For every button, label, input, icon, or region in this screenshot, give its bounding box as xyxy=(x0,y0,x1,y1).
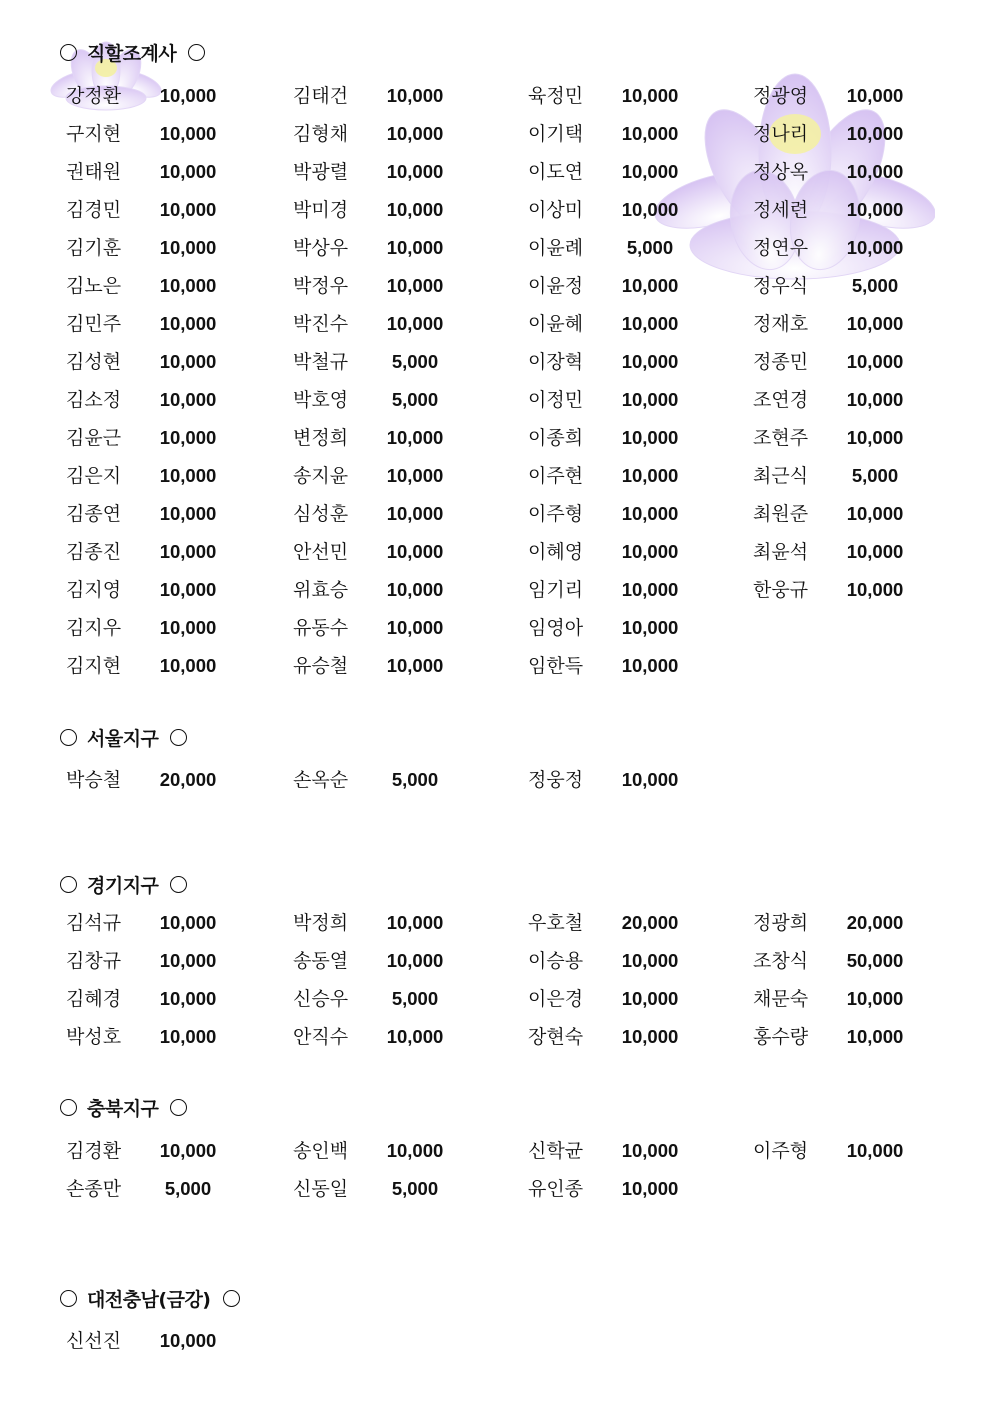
donation-amount: 20,000 xyxy=(621,912,679,933)
donation-amount: 5,000 xyxy=(626,237,674,258)
donation-amount: 10,000 xyxy=(386,465,444,486)
donor-name: 임영아 xyxy=(528,617,584,639)
donor-name: 정종민 xyxy=(753,351,809,373)
donor-name: 임한득 xyxy=(528,655,584,677)
donation-amount: 10,000 xyxy=(159,655,217,676)
donor-name: 조현주 xyxy=(753,427,809,449)
donor-name: 김경민 xyxy=(66,199,122,221)
donation-amount: 5,000 xyxy=(391,389,439,410)
donor-name: 최근식 xyxy=(753,465,809,487)
donor-name: 신승우 xyxy=(293,988,349,1010)
donor-name: 정우식 xyxy=(753,275,809,297)
donor-name: 유인종 xyxy=(528,1178,584,1200)
donation-amount: 10,000 xyxy=(846,503,904,524)
donation-amount: 10,000 xyxy=(386,161,444,182)
donation-amount: 10,000 xyxy=(846,389,904,410)
donation-amount: 10,000 xyxy=(159,1330,217,1351)
circle-bullet-icon xyxy=(223,1290,240,1307)
donor-name: 김형채 xyxy=(293,123,349,145)
donation-amount: 10,000 xyxy=(386,237,444,258)
donor-name: 한웅규 xyxy=(753,579,809,601)
donor-name: 강정환 xyxy=(66,85,122,107)
donor-name: 송지윤 xyxy=(293,465,349,487)
donation-amount: 10,000 xyxy=(846,199,904,220)
section-title xyxy=(60,1286,240,1310)
circle-bullet-icon xyxy=(60,729,77,746)
circle-bullet-icon xyxy=(60,44,77,61)
donation-amount: 10,000 xyxy=(386,85,444,106)
donation-amount: 10,000 xyxy=(159,579,217,600)
donation-amount: 10,000 xyxy=(159,351,217,372)
donation-amount: 10,000 xyxy=(621,1178,679,1199)
section-title xyxy=(60,40,205,64)
donation-amount: 10,000 xyxy=(386,427,444,448)
donor-name: 이윤정 xyxy=(528,275,584,297)
donation-amount: 50,000 xyxy=(846,950,904,971)
donation-amount: 5,000 xyxy=(391,351,439,372)
donation-amount: 10,000 xyxy=(621,1140,679,1161)
donation-amount: 10,000 xyxy=(159,912,217,933)
donor-name: 박정우 xyxy=(293,275,349,297)
donation-amount: 10,000 xyxy=(159,389,217,410)
donor-name: 이도연 xyxy=(528,161,584,183)
section-title-text: 경기지구 xyxy=(87,874,159,897)
donor-name: 김윤근 xyxy=(66,427,122,449)
donation-amount: 10,000 xyxy=(621,199,679,220)
donor-name: 박미경 xyxy=(293,199,349,221)
donor-name: 최원준 xyxy=(753,503,809,525)
donor-name: 정상옥 xyxy=(753,161,809,183)
donation-amount: 10,000 xyxy=(846,1026,904,1047)
donor-name: 정연우 xyxy=(753,237,809,259)
donation-amount: 5,000 xyxy=(391,769,439,790)
donor-name: 홍수량 xyxy=(753,1026,809,1048)
donor-name: 이종희 xyxy=(528,427,584,449)
donor-name: 김태건 xyxy=(293,85,349,107)
donor-name: 박정희 xyxy=(293,912,349,934)
donor-name: 채문숙 xyxy=(753,988,809,1010)
donor-name: 정광영 xyxy=(753,85,809,107)
donation-amount: 10,000 xyxy=(621,313,679,334)
donation-amount: 10,000 xyxy=(621,541,679,562)
donor-name: 박철규 xyxy=(293,351,349,373)
donation-amount: 10,000 xyxy=(159,313,217,334)
donation-amount: 10,000 xyxy=(621,123,679,144)
donor-name: 최윤석 xyxy=(753,541,809,563)
donor-name: 이은경 xyxy=(528,988,584,1010)
circle-bullet-icon xyxy=(170,729,187,746)
donation-amount: 10,000 xyxy=(846,427,904,448)
donor-name: 이주형 xyxy=(753,1140,809,1162)
donor-name: 이혜영 xyxy=(528,541,584,563)
donation-amount: 10,000 xyxy=(159,988,217,1009)
donation-amount: 10,000 xyxy=(159,85,217,106)
donation-amount: 10,000 xyxy=(621,617,679,638)
donation-amount: 10,000 xyxy=(386,123,444,144)
donor-name: 신동일 xyxy=(293,1178,349,1200)
section-title xyxy=(60,725,187,749)
donation-amount: 10,000 xyxy=(159,617,217,638)
donation-amount: 10,000 xyxy=(386,541,444,562)
donation-amount: 10,000 xyxy=(159,427,217,448)
donation-amount: 10,000 xyxy=(159,950,217,971)
donor-name: 이윤례 xyxy=(528,237,584,259)
donation-amount: 5,000 xyxy=(164,1178,212,1199)
donor-name: 정웅정 xyxy=(528,769,584,791)
donor-name: 이기택 xyxy=(528,123,584,145)
donor-name: 김은지 xyxy=(66,465,122,487)
donor-name: 김혜경 xyxy=(66,988,122,1010)
donor-name: 박광렬 xyxy=(293,161,349,183)
donor-name: 변정희 xyxy=(293,427,349,449)
donation-amount: 10,000 xyxy=(386,199,444,220)
donor-name: 김민주 xyxy=(66,313,122,335)
donor-name: 이상미 xyxy=(528,199,584,221)
circle-bullet-icon xyxy=(170,1099,187,1116)
section-title-text: 충북지구 xyxy=(87,1097,159,1120)
donation-amount: 10,000 xyxy=(846,237,904,258)
donor-name: 박상우 xyxy=(293,237,349,259)
donor-name: 이주현 xyxy=(528,465,584,487)
donation-amount: 10,000 xyxy=(621,1026,679,1047)
section-title xyxy=(60,1095,187,1119)
section-title xyxy=(60,872,187,896)
donor-name: 김지우 xyxy=(66,617,122,639)
donation-amount: 5,000 xyxy=(391,988,439,1009)
donation-amount: 10,000 xyxy=(386,1140,444,1161)
donation-amount: 10,000 xyxy=(621,465,679,486)
donation-amount: 10,000 xyxy=(386,503,444,524)
donation-amount: 10,000 xyxy=(386,950,444,971)
donation-amount: 10,000 xyxy=(159,465,217,486)
donation-amount: 10,000 xyxy=(159,275,217,296)
donation-amount: 5,000 xyxy=(851,465,899,486)
circle-bullet-icon xyxy=(170,876,187,893)
donor-name: 손옥순 xyxy=(293,769,349,791)
donor-name: 유승철 xyxy=(293,655,349,677)
donor-name: 박호영 xyxy=(293,389,349,411)
donation-amount: 10,000 xyxy=(159,541,217,562)
donation-amount: 10,000 xyxy=(159,237,217,258)
donation-amount: 10,000 xyxy=(621,161,679,182)
donor-name: 유동수 xyxy=(293,617,349,639)
donor-name: 이윤혜 xyxy=(528,313,584,335)
donor-name: 권태원 xyxy=(66,161,122,183)
donation-amount: 10,000 xyxy=(846,351,904,372)
donor-name: 정광희 xyxy=(753,912,809,934)
donation-amount: 10,000 xyxy=(621,427,679,448)
donation-amount: 10,000 xyxy=(621,769,679,790)
donation-amount: 10,000 xyxy=(159,1140,217,1161)
donor-name: 김노은 xyxy=(66,275,122,297)
donation-amount: 10,000 xyxy=(846,579,904,600)
donor-name: 장현숙 xyxy=(528,1026,584,1048)
donor-name: 정세련 xyxy=(753,199,809,221)
donation-amount: 10,000 xyxy=(386,313,444,334)
donor-name: 손종만 xyxy=(66,1178,122,1200)
donor-name: 박승철 xyxy=(66,769,122,791)
donor-name: 안직수 xyxy=(293,1026,349,1048)
donation-amount: 10,000 xyxy=(846,123,904,144)
donor-name: 조연경 xyxy=(753,389,809,411)
donor-name: 김지현 xyxy=(66,655,122,677)
donor-name: 박진수 xyxy=(293,313,349,335)
donor-name: 이정민 xyxy=(528,389,584,411)
donor-name: 위효승 xyxy=(293,579,349,601)
donation-amount: 10,000 xyxy=(846,541,904,562)
donation-amount: 10,000 xyxy=(621,988,679,1009)
donation-amount: 10,000 xyxy=(621,351,679,372)
donation-amount: 5,000 xyxy=(851,275,899,296)
donation-amount: 10,000 xyxy=(159,161,217,182)
donor-name: 이주형 xyxy=(528,503,584,525)
donor-name: 정나리 xyxy=(753,123,809,145)
donation-amount: 10,000 xyxy=(621,579,679,600)
donation-amount: 10,000 xyxy=(386,617,444,638)
donor-name: 심성훈 xyxy=(293,503,349,525)
donor-name: 우호철 xyxy=(528,912,584,934)
circle-bullet-icon xyxy=(60,876,77,893)
donor-name: 김종연 xyxy=(66,503,122,525)
donation-amount: 10,000 xyxy=(386,912,444,933)
donor-name: 안선민 xyxy=(293,541,349,563)
donation-amount: 10,000 xyxy=(159,1026,217,1047)
donation-amount: 10,000 xyxy=(386,275,444,296)
donation-amount: 10,000 xyxy=(621,503,679,524)
circle-bullet-icon xyxy=(60,1099,77,1116)
donor-name: 이승용 xyxy=(528,950,584,972)
donation-amount: 20,000 xyxy=(846,912,904,933)
donation-amount: 10,000 xyxy=(621,950,679,971)
donor-name: 이장혁 xyxy=(528,351,584,373)
donor-name: 김경환 xyxy=(66,1140,122,1162)
donation-amount: 10,000 xyxy=(159,123,217,144)
donor-name: 김성현 xyxy=(66,351,122,373)
donor-name: 박성호 xyxy=(66,1026,122,1048)
donation-amount: 10,000 xyxy=(621,655,679,676)
donation-amount: 5,000 xyxy=(391,1178,439,1199)
donation-amount: 10,000 xyxy=(621,389,679,410)
donor-name: 김기훈 xyxy=(66,237,122,259)
donor-name: 김소정 xyxy=(66,389,122,411)
donor-name: 송동열 xyxy=(293,950,349,972)
donation-amount: 10,000 xyxy=(846,161,904,182)
donation-amount: 10,000 xyxy=(621,275,679,296)
circle-bullet-icon xyxy=(60,1290,77,1307)
donor-name: 김종진 xyxy=(66,541,122,563)
donor-name: 김지영 xyxy=(66,579,122,601)
donor-name: 임기리 xyxy=(528,579,584,601)
section-title-text: 직할조계사 xyxy=(87,42,177,65)
donation-amount: 10,000 xyxy=(386,655,444,676)
donation-amount: 10,000 xyxy=(846,85,904,106)
donation-amount: 10,000 xyxy=(386,1026,444,1047)
donor-name: 조창식 xyxy=(753,950,809,972)
donor-name: 신학균 xyxy=(528,1140,584,1162)
section-title-text: 서울지구 xyxy=(87,727,159,750)
donation-amount: 10,000 xyxy=(846,313,904,334)
donor-name: 신선진 xyxy=(66,1330,122,1352)
donation-amount: 10,000 xyxy=(621,85,679,106)
donor-name: 송인백 xyxy=(293,1140,349,1162)
donor-name: 육정민 xyxy=(528,85,584,107)
donation-amount: 10,000 xyxy=(159,199,217,220)
donation-amount: 10,000 xyxy=(159,503,217,524)
donation-amount: 10,000 xyxy=(846,1140,904,1161)
donation-amount: 10,000 xyxy=(846,988,904,1009)
donor-name: 김석규 xyxy=(66,912,122,934)
circle-bullet-icon xyxy=(188,44,205,61)
section-title-text: 대전충남(금강) xyxy=(87,1288,211,1311)
donor-name: 김창규 xyxy=(66,950,122,972)
donation-amount: 10,000 xyxy=(386,579,444,600)
donor-name: 구지현 xyxy=(66,123,122,145)
donor-name: 정재호 xyxy=(753,313,809,335)
donation-amount: 20,000 xyxy=(159,769,217,790)
